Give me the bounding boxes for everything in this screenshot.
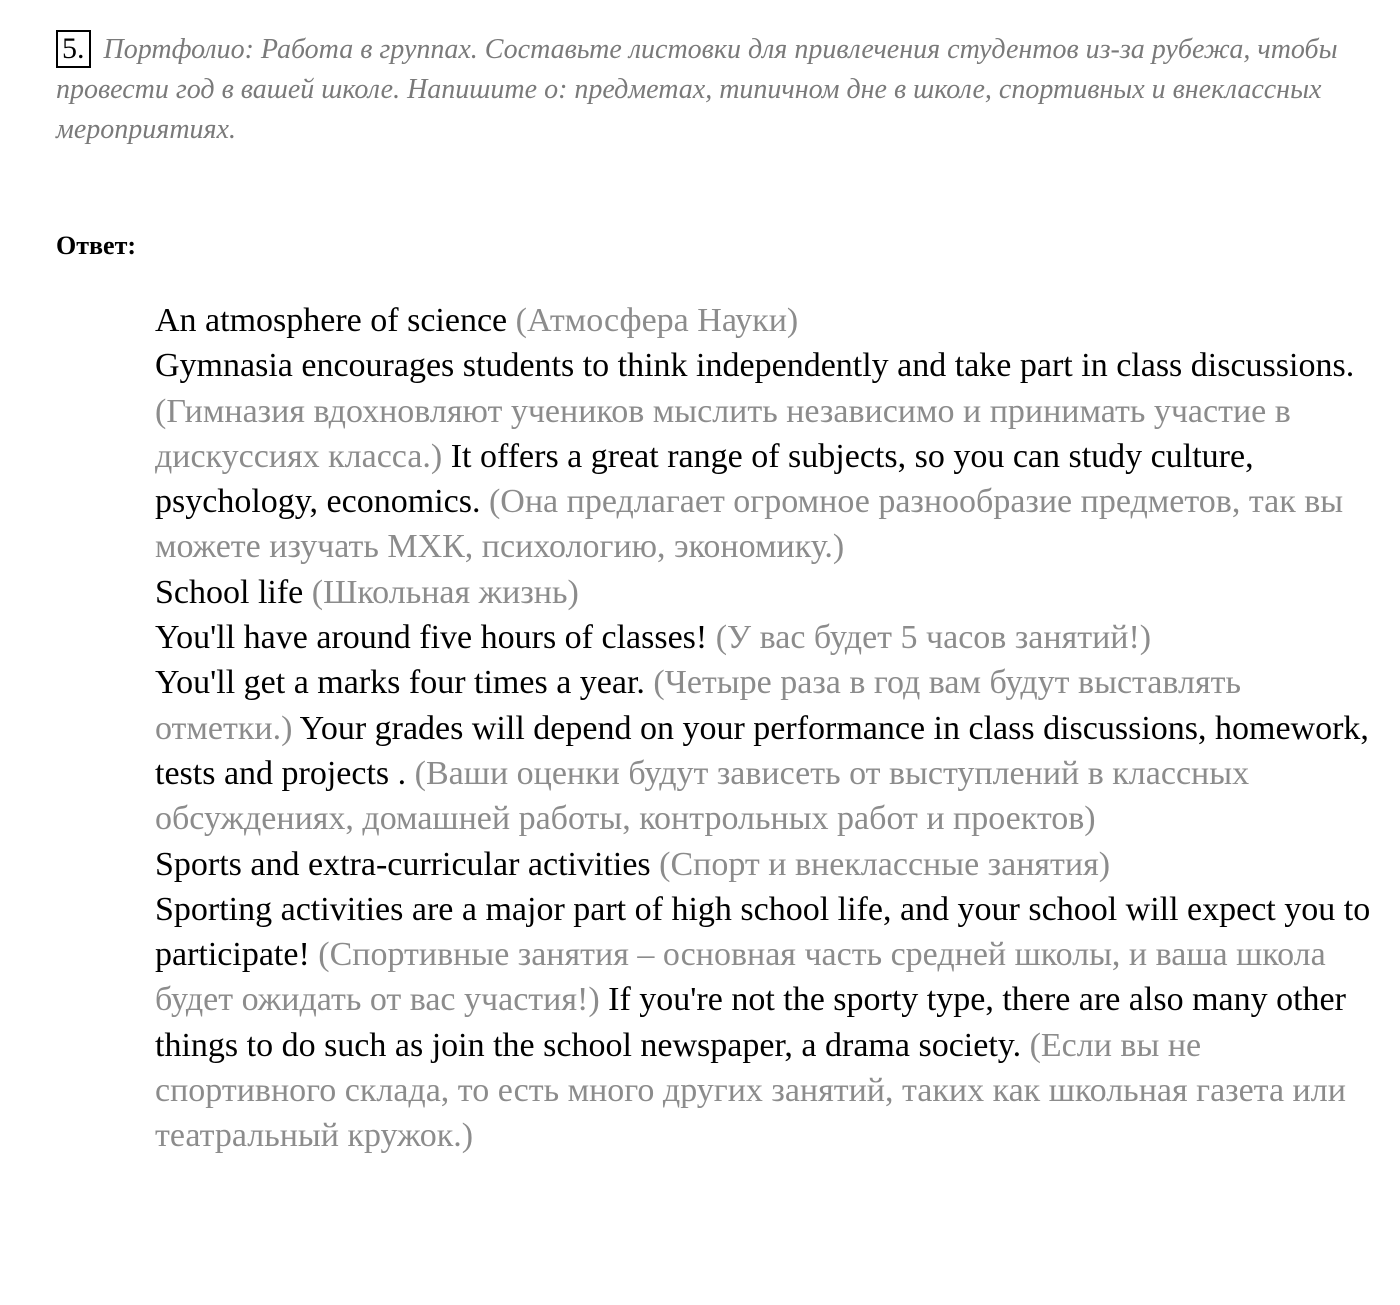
section-body-grades <box>155 660 1375 841</box>
sentence-en: If you're not the sporty type, there are also many other things to do such as join the school newspaper, a drama society. <box>155 981 1346 1064</box>
section-body-atmosphere <box>155 343 1375 569</box>
sentence-en: You'll get a marks four times a year. <box>155 664 645 702</box>
sentence-ru: (Ваши оценки будут зависеть от выступлений в классных обсуждениях, домашней работы, контрольных работ и проектов) <box>155 754 1250 838</box>
section-heading-sports <box>155 842 1375 887</box>
section-body-sports <box>155 887 1375 1159</box>
sentence-en: Sporting activities are a major part of high school life, and your school will expect you to participate! <box>155 890 1371 974</box>
task-statement <box>56 30 1368 150</box>
sentence-en: You'll have around five hours of classes! <box>155 619 708 657</box>
sentence-ru: (У вас будет 5 часов занятий!) <box>715 619 1152 657</box>
heading-ru: (Спорт и внеклассные занятия) <box>659 845 1111 883</box>
sentence-ru: (Спортивные занятия – основная часть средней школы, и ваша школа будет ожидать от вас участия!) <box>155 936 1326 1019</box>
heading-ru: (Атмосфера Науки) <box>515 302 799 339</box>
answer-label: Ответ: <box>56 231 137 260</box>
task-text: Портфолио: Работа в группах. Составьте листовки для привлечения студентов из-за рубежа, чтобы провести год в вашей школе. Напишите о: предметах, типичном дне в школе, спортивных и внеклассных мероприятиях. <box>56 34 1338 145</box>
sentence-en: It offers a great range of subjects, so you can study culture, psychology, economics. <box>155 437 1254 521</box>
section-body-school-life <box>155 615 1375 660</box>
section-heading-atmosphere <box>155 298 1375 343</box>
heading-en: Sports and extra-curricular activities <box>155 845 651 883</box>
sentence-en: Gymnasia encourages students to think independently and take part in class discussions. <box>155 347 1355 385</box>
sentence-ru: (Четыре раза в год вам будут выставлять отметки.) <box>155 664 1241 747</box>
heading-en: An atmosphere of science <box>155 302 508 339</box>
sentence-en: Your grades will depend on your performance in class discussions, homework, tests and projects . <box>155 709 1369 792</box>
heading-ru: (Школьная жизнь) <box>311 573 579 611</box>
sentence-ru: (Она предлагает огромное разнообразие предметов, так вы можете изучать МХК, психологию, экономику.) <box>155 483 1344 566</box>
section-heading-school-life <box>155 570 1375 615</box>
sentence-ru: (Гимназия вдохновляют учеников мыслить независимо и принимать участие в дискуссиях класса.) <box>155 392 1291 475</box>
heading-en: School life <box>155 573 304 611</box>
task-number: 5. <box>56 30 91 68</box>
answer-content <box>155 298 1375 1159</box>
sentence-ru: (Если вы не спортивного склада, то есть много других занятий, таких как школьная газета или театральный кружок.) <box>155 1026 1346 1155</box>
